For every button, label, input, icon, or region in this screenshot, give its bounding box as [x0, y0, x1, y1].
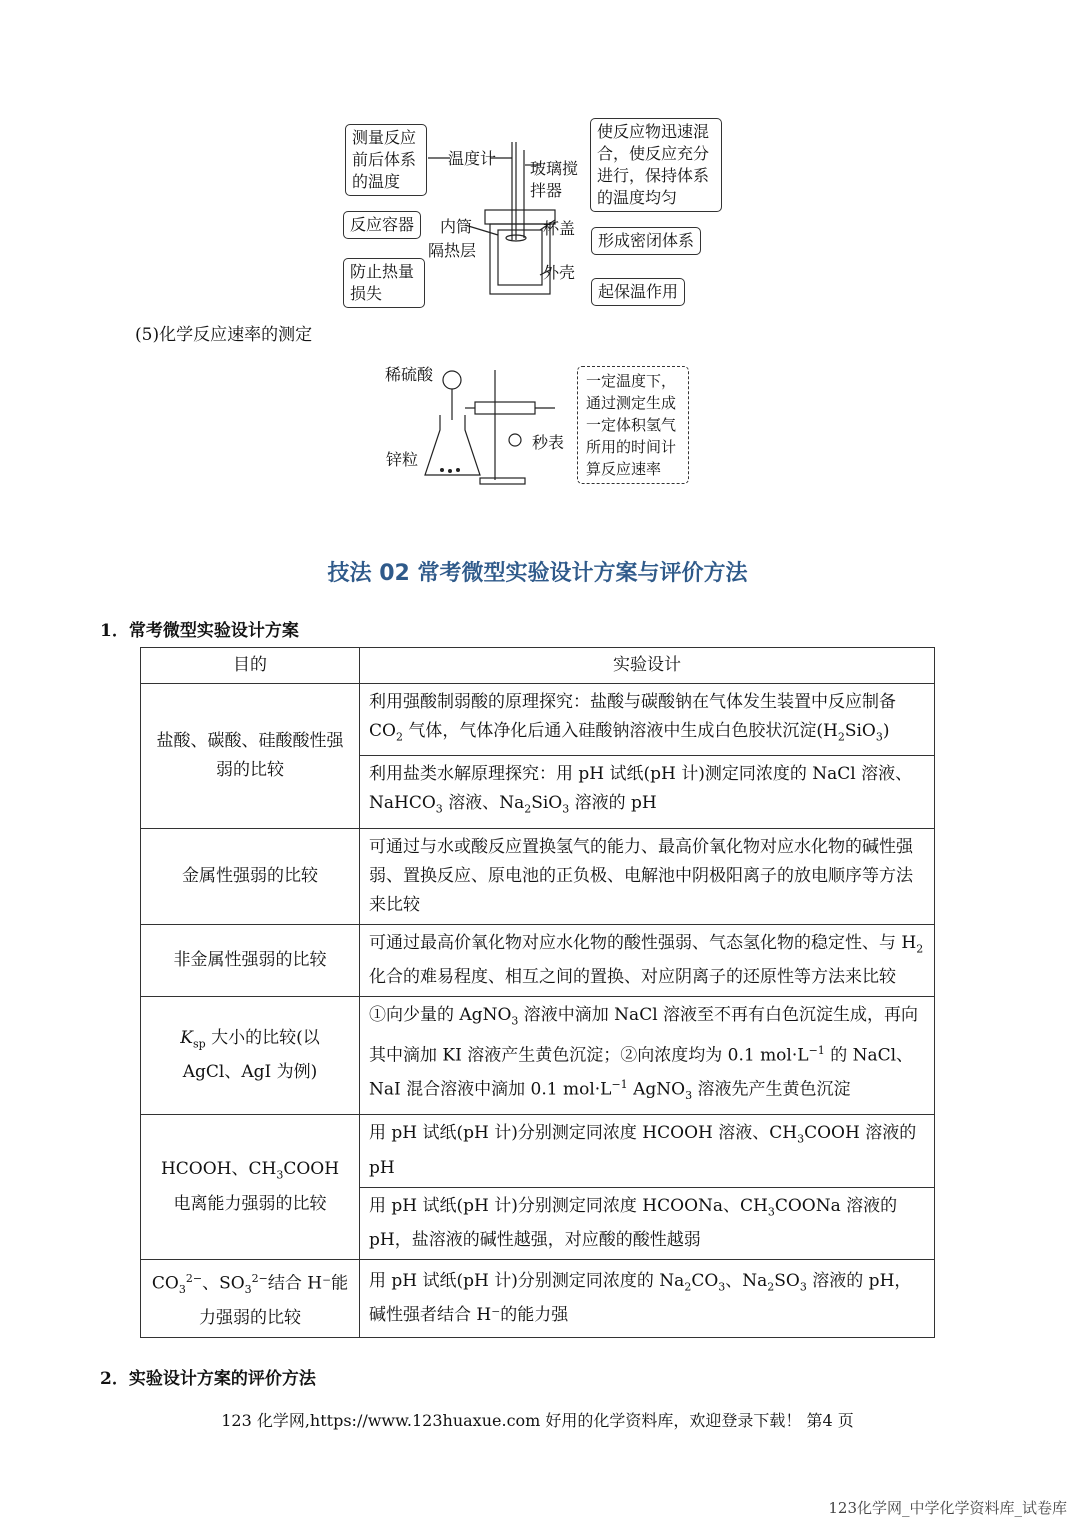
label-thermometer: 温度计	[448, 149, 497, 168]
cell-text: 利用盐类水解原理探究：用 pH 试纸(pH 计)测定同浓度的 NaCl 溶液、	[369, 764, 913, 785]
cell-text: 溶液先产生黄色沉淀	[697, 1079, 851, 1100]
cell-text: 化合的难易程度、相互之间的置换、对应阴离子的还原性等方法来比较	[369, 967, 896, 988]
cell-text: 大小的比较(以 AgCl、AgI 为例)	[182, 1028, 320, 1083]
purpose-acid	[141, 684, 360, 829]
cell-text: 结合 H⁻能力强弱的比较	[199, 1273, 349, 1329]
label-inner: 内筒	[440, 217, 473, 236]
label-stirrer: 玻璃搅拌器	[530, 159, 579, 200]
table-row	[141, 1115, 935, 1187]
purpose-metal: 金属性强弱的比较	[141, 828, 360, 924]
table-row	[141, 924, 935, 996]
label-shell: 外壳	[543, 263, 576, 282]
cell-text: 可通过最高价氧化物对应水化物的酸性强弱、气态氢化物的稳定性、与	[369, 932, 896, 953]
cell-text: ①向少量的	[369, 1005, 454, 1026]
label-insulation: 隔热层	[428, 241, 477, 260]
design-nonmetal: 可通过最高价氧化物对应水化物的酸性强弱、气态氢化物的稳定性、与 $H_2$ 化合的难易程度、相互之间的置换、对应阴离子的还原性等方法来比较	[360, 924, 935, 996]
cell-text: 溶液的 pH，盐溶液的碱性越强，对应酸的酸性越弱	[369, 1195, 898, 1251]
table-row	[141, 684, 935, 756]
note-rate: 一定温度下，通过测定生成一定体积氢气所用的时间计算反应速率	[577, 366, 689, 484]
cell-text: 溶液、	[448, 793, 500, 814]
cell-text: 用 pH 试纸(pH 计)分别测定同浓度的	[369, 1270, 654, 1291]
experiment-table	[140, 647, 935, 1338]
heading-1: 1．常考微型实验设计方案	[100, 621, 299, 641]
purpose-ksp: $K_{sp}$ 大小的比较(以 AgCl、AgI 为例)	[141, 997, 360, 1115]
cell-text: 电离能力强弱的比较	[173, 1193, 327, 1214]
label-zinc: 锌粒	[386, 450, 419, 469]
table-header	[141, 648, 935, 684]
technique-title: 技法 02 常考微型实验设计方案与评价方法	[327, 561, 748, 586]
purpose-nonmetal: 非金属性强弱的比较	[141, 924, 360, 996]
design-ksp: ①向少量的 AgNO$_3$ 溶液中滴加 NaCl 溶液至不再有白色沉淀生成，再向其中滴加 KI 溶液产生黄色沉淀；②向浓度均为 0.1 $mol\cdot L^{-1}$ 的 NaCl、NaI 混合溶液中滴加 0.1 $mol\cdot L^{-1}$ AgNO$_3$ 溶液先产生黄色沉淀	[360, 997, 935, 1115]
design-proton: 用 pH 试纸(pH 计)分别测定同浓度的 $Na_2CO_3$、$Na_2SO_3$ 溶液的 pH，碱性强者结合 H⁻的能力强	[360, 1260, 935, 1338]
note-heatloss: 防止热量损失	[343, 258, 425, 308]
cell-text: 溶液的 pH	[574, 793, 657, 814]
design-metal: 可通过与水或酸反应置换氢气的能力、最高价氧化物对应水化物的碱性强弱、置换反应、原电池的正负极、电解池中阴极阳离子的放电顺序等方法来比较	[360, 828, 935, 924]
cell-text: 盐酸、碳酸、硅酸酸性强弱的比较	[156, 730, 344, 780]
cell-text: 用 pH 试纸(pH 计)分别测定同浓度 HCOOH 溶液、	[369, 1123, 770, 1144]
note-vessel: 反应容器	[343, 211, 421, 239]
label-stopwatch: 秒表	[532, 433, 565, 452]
cell-text: 溶液中滴加 NaCl 溶液至不再有白色沉淀生成，再向其中滴加 KI 溶液产生黄色沉淀；②向浓度均为 0.1 mol·L	[369, 1005, 919, 1066]
heading-2: 2．实验设计方案的评价方法	[100, 1369, 316, 1389]
note-keepwarm: 起保温作用	[591, 278, 685, 306]
cell-text: 溶液的 pH，碱性强者结合 H⁻的能力强	[369, 1270, 912, 1326]
design-acid-2: 利用盐类水解原理探究：用 pH 试纸(pH 计)测定同浓度的 NaCl 溶液、 NaHCO$_3$ 溶液、$Na_2SiO_3$ 溶液的 pH	[360, 756, 935, 828]
cell-text: 气体，气体净化后通入硅酸钠溶液中生成白色胶状沉淀	[408, 721, 817, 741]
cell-text: 的 NaCl、NaI 混合溶液中滴加 0.1 mol·L	[369, 1045, 914, 1100]
table-row	[141, 1260, 935, 1338]
table-row	[141, 828, 935, 924]
design-ionization-1: 用 pH 试纸(pH 计)分别测定同浓度 HCOOH 溶液、$CH_3COOH$ 溶液的 pH	[360, 1115, 935, 1187]
cell-text: 利用强酸制弱酸的原理探究：盐酸与碳酸钠在气体发生装置中反应制备	[369, 692, 896, 712]
purpose-ionization: HCOOH、$CH_3COOH$ 电离能力强弱的比较	[141, 1115, 360, 1260]
page-footer: 123 化学网,https://www.123huaxue.com 好用的化学资料库，欢迎登录下载！ 第4 页	[221, 1411, 854, 1430]
design-ionization-2: 用 pH 试纸(pH 计)分别测定同浓度 HCOONa、$CH_3COONa$ 溶液的 pH，盐溶液的碱性越强，对应酸的酸性越弱	[360, 1187, 935, 1259]
table-row	[141, 997, 935, 1115]
note-closed: 形成密闭体系	[591, 227, 701, 255]
header-purpose: 目的	[141, 648, 360, 684]
watermark: 123化学网_中学化学资料库_试卷库	[828, 1499, 1067, 1517]
label-lid: 杯盖	[543, 219, 576, 238]
design-acid-1: 利用强酸制弱酸的原理探究：盐酸与碳酸钠在气体发生装置中反应制备 $CO_2$ 气体，气体净化后通入硅酸钠溶液中生成白色胶状沉淀$(H_2SiO_3)$	[360, 684, 935, 756]
cell-text: 溶液的 pH	[369, 1123, 917, 1178]
note-measure: 测量反应前后体系的温度	[345, 124, 427, 196]
purpose-proton: $CO_3^{2-}$、$SO_3^{2-}$结合 H⁻能力强弱的比较	[141, 1260, 360, 1338]
note-mix: 使反应物迅速混合，使反应充分进行，保持体系的温度均匀	[590, 118, 722, 212]
section-5-heading: (5)化学反应速率的测定	[135, 325, 313, 345]
label-acid: 稀硫酸	[385, 365, 434, 384]
cell-text: 用 pH 试纸(pH 计)分别测定同浓度 HCOONa、	[369, 1195, 741, 1216]
header-design: 实验设计	[360, 648, 935, 684]
